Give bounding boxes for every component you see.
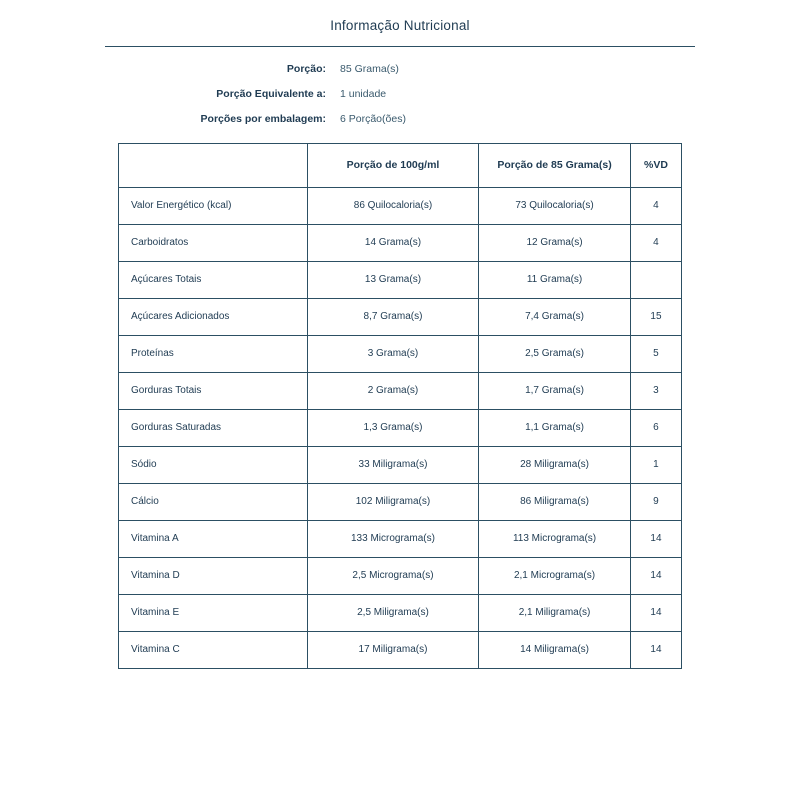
- nutrient-name: Cálcio: [119, 483, 307, 520]
- page-title: Informação Nutricional: [330, 18, 470, 33]
- table-row: [119, 483, 681, 520]
- nutrient-name: Valor Energético (kcal): [119, 187, 307, 224]
- portion-label: Porção Equivalente a:: [216, 88, 326, 100]
- value-vd: 14: [630, 631, 681, 668]
- table-row: [119, 298, 681, 335]
- nutrition-table: [119, 144, 681, 668]
- portion-row: [0, 63, 800, 75]
- column-header-per-serving: Porção de 85 Grama(s): [479, 144, 631, 187]
- value-per-100g: 2 Grama(s): [307, 372, 478, 409]
- value-per-100g: 133 Micrograma(s): [307, 520, 478, 557]
- portion-label: Porção:: [286, 63, 326, 75]
- value-per-serving: 113 Micrograma(s): [479, 520, 631, 557]
- table-row: [119, 335, 681, 372]
- value-per-serving: 1,1 Grama(s): [479, 409, 631, 446]
- table-row: [119, 187, 681, 224]
- table-body: [119, 187, 681, 668]
- value-per-serving: 7,4 Grama(s): [479, 298, 631, 335]
- value-per-serving: 2,1 Micrograma(s): [479, 557, 631, 594]
- nutrient-name: Vitamina C: [119, 631, 307, 668]
- value-per-100g: 17 Miligrama(s): [307, 631, 478, 668]
- table-row: [119, 409, 681, 446]
- value-vd: 5: [630, 335, 681, 372]
- value-vd: 3: [630, 372, 681, 409]
- value-per-serving: 73 Quilocaloria(s): [479, 187, 631, 224]
- table-row: [119, 557, 681, 594]
- nutrient-name: Vitamina E: [119, 594, 307, 631]
- value-per-100g: 14 Grama(s): [307, 224, 478, 261]
- value-per-serving: 2,1 Miligrama(s): [479, 594, 631, 631]
- value-vd: [630, 261, 681, 298]
- nutrient-name: Açúcares Totais: [119, 261, 307, 298]
- value-per-serving: 1,7 Grama(s): [479, 372, 631, 409]
- value-vd: 9: [630, 483, 681, 520]
- value-per-100g: 3 Grama(s): [307, 335, 478, 372]
- value-vd: 14: [630, 557, 681, 594]
- table-row: [119, 261, 681, 298]
- value-vd: 1: [630, 446, 681, 483]
- nutrient-name: Açúcares Adicionados: [119, 298, 307, 335]
- nutrient-name: Proteínas: [119, 335, 307, 372]
- nutrient-name: Gorduras Totais: [119, 372, 307, 409]
- value-vd: 14: [630, 594, 681, 631]
- table-row: [119, 372, 681, 409]
- value-per-100g: 2,5 Miligrama(s): [307, 594, 478, 631]
- title-divider: [105, 46, 695, 47]
- portion-value: 85 Grama(s): [340, 63, 399, 75]
- column-header-nutrient: [119, 144, 307, 187]
- portion-value: 1 unidade: [340, 88, 387, 100]
- column-header-per-100g: Porção de 100g/ml: [307, 144, 478, 187]
- value-per-serving: 28 Miligrama(s): [479, 446, 631, 483]
- table-row: [119, 446, 681, 483]
- value-per-serving: 86 Miligrama(s): [479, 483, 631, 520]
- value-vd: 6: [630, 409, 681, 446]
- value-vd: 4: [630, 224, 681, 261]
- value-per-serving: 14 Miligrama(s): [479, 631, 631, 668]
- portion-row: [0, 88, 800, 100]
- table-header: [119, 144, 681, 187]
- nutrient-name: Vitamina A: [119, 520, 307, 557]
- value-vd: 4: [630, 187, 681, 224]
- value-per-100g: 13 Grama(s): [307, 261, 478, 298]
- value-per-100g: 8,7 Grama(s): [307, 298, 478, 335]
- nutrient-name: Sódio: [119, 446, 307, 483]
- value-vd: 14: [630, 520, 681, 557]
- value-per-100g: 2,5 Micrograma(s): [307, 557, 478, 594]
- value-vd: 15: [630, 298, 681, 335]
- value-per-serving: 11 Grama(s): [479, 261, 631, 298]
- portion-summary: [0, 63, 800, 125]
- table-header-row: [119, 144, 681, 187]
- portion-value: 6 Porção(ões): [340, 113, 406, 125]
- value-per-100g: 1,3 Grama(s): [307, 409, 478, 446]
- nutrient-name: Gorduras Saturadas: [119, 409, 307, 446]
- nutrient-name: Carboidratos: [119, 224, 307, 261]
- portion-row: [0, 113, 800, 125]
- nutrient-name: Vitamina D: [119, 557, 307, 594]
- value-per-100g: 86 Quilocaloria(s): [307, 187, 478, 224]
- value-per-100g: 102 Miligrama(s): [307, 483, 478, 520]
- value-per-100g: 33 Miligrama(s): [307, 446, 478, 483]
- portion-label: Porções por embalagem:: [200, 113, 326, 125]
- table-row: [119, 520, 681, 557]
- value-per-serving: 12 Grama(s): [479, 224, 631, 261]
- table-row: [119, 631, 681, 668]
- table-row: [119, 594, 681, 631]
- value-per-serving: 2,5 Grama(s): [479, 335, 631, 372]
- column-header-vd: %VD: [630, 144, 681, 187]
- nutrition-table-wrapper: [118, 143, 682, 669]
- table-row: [119, 224, 681, 261]
